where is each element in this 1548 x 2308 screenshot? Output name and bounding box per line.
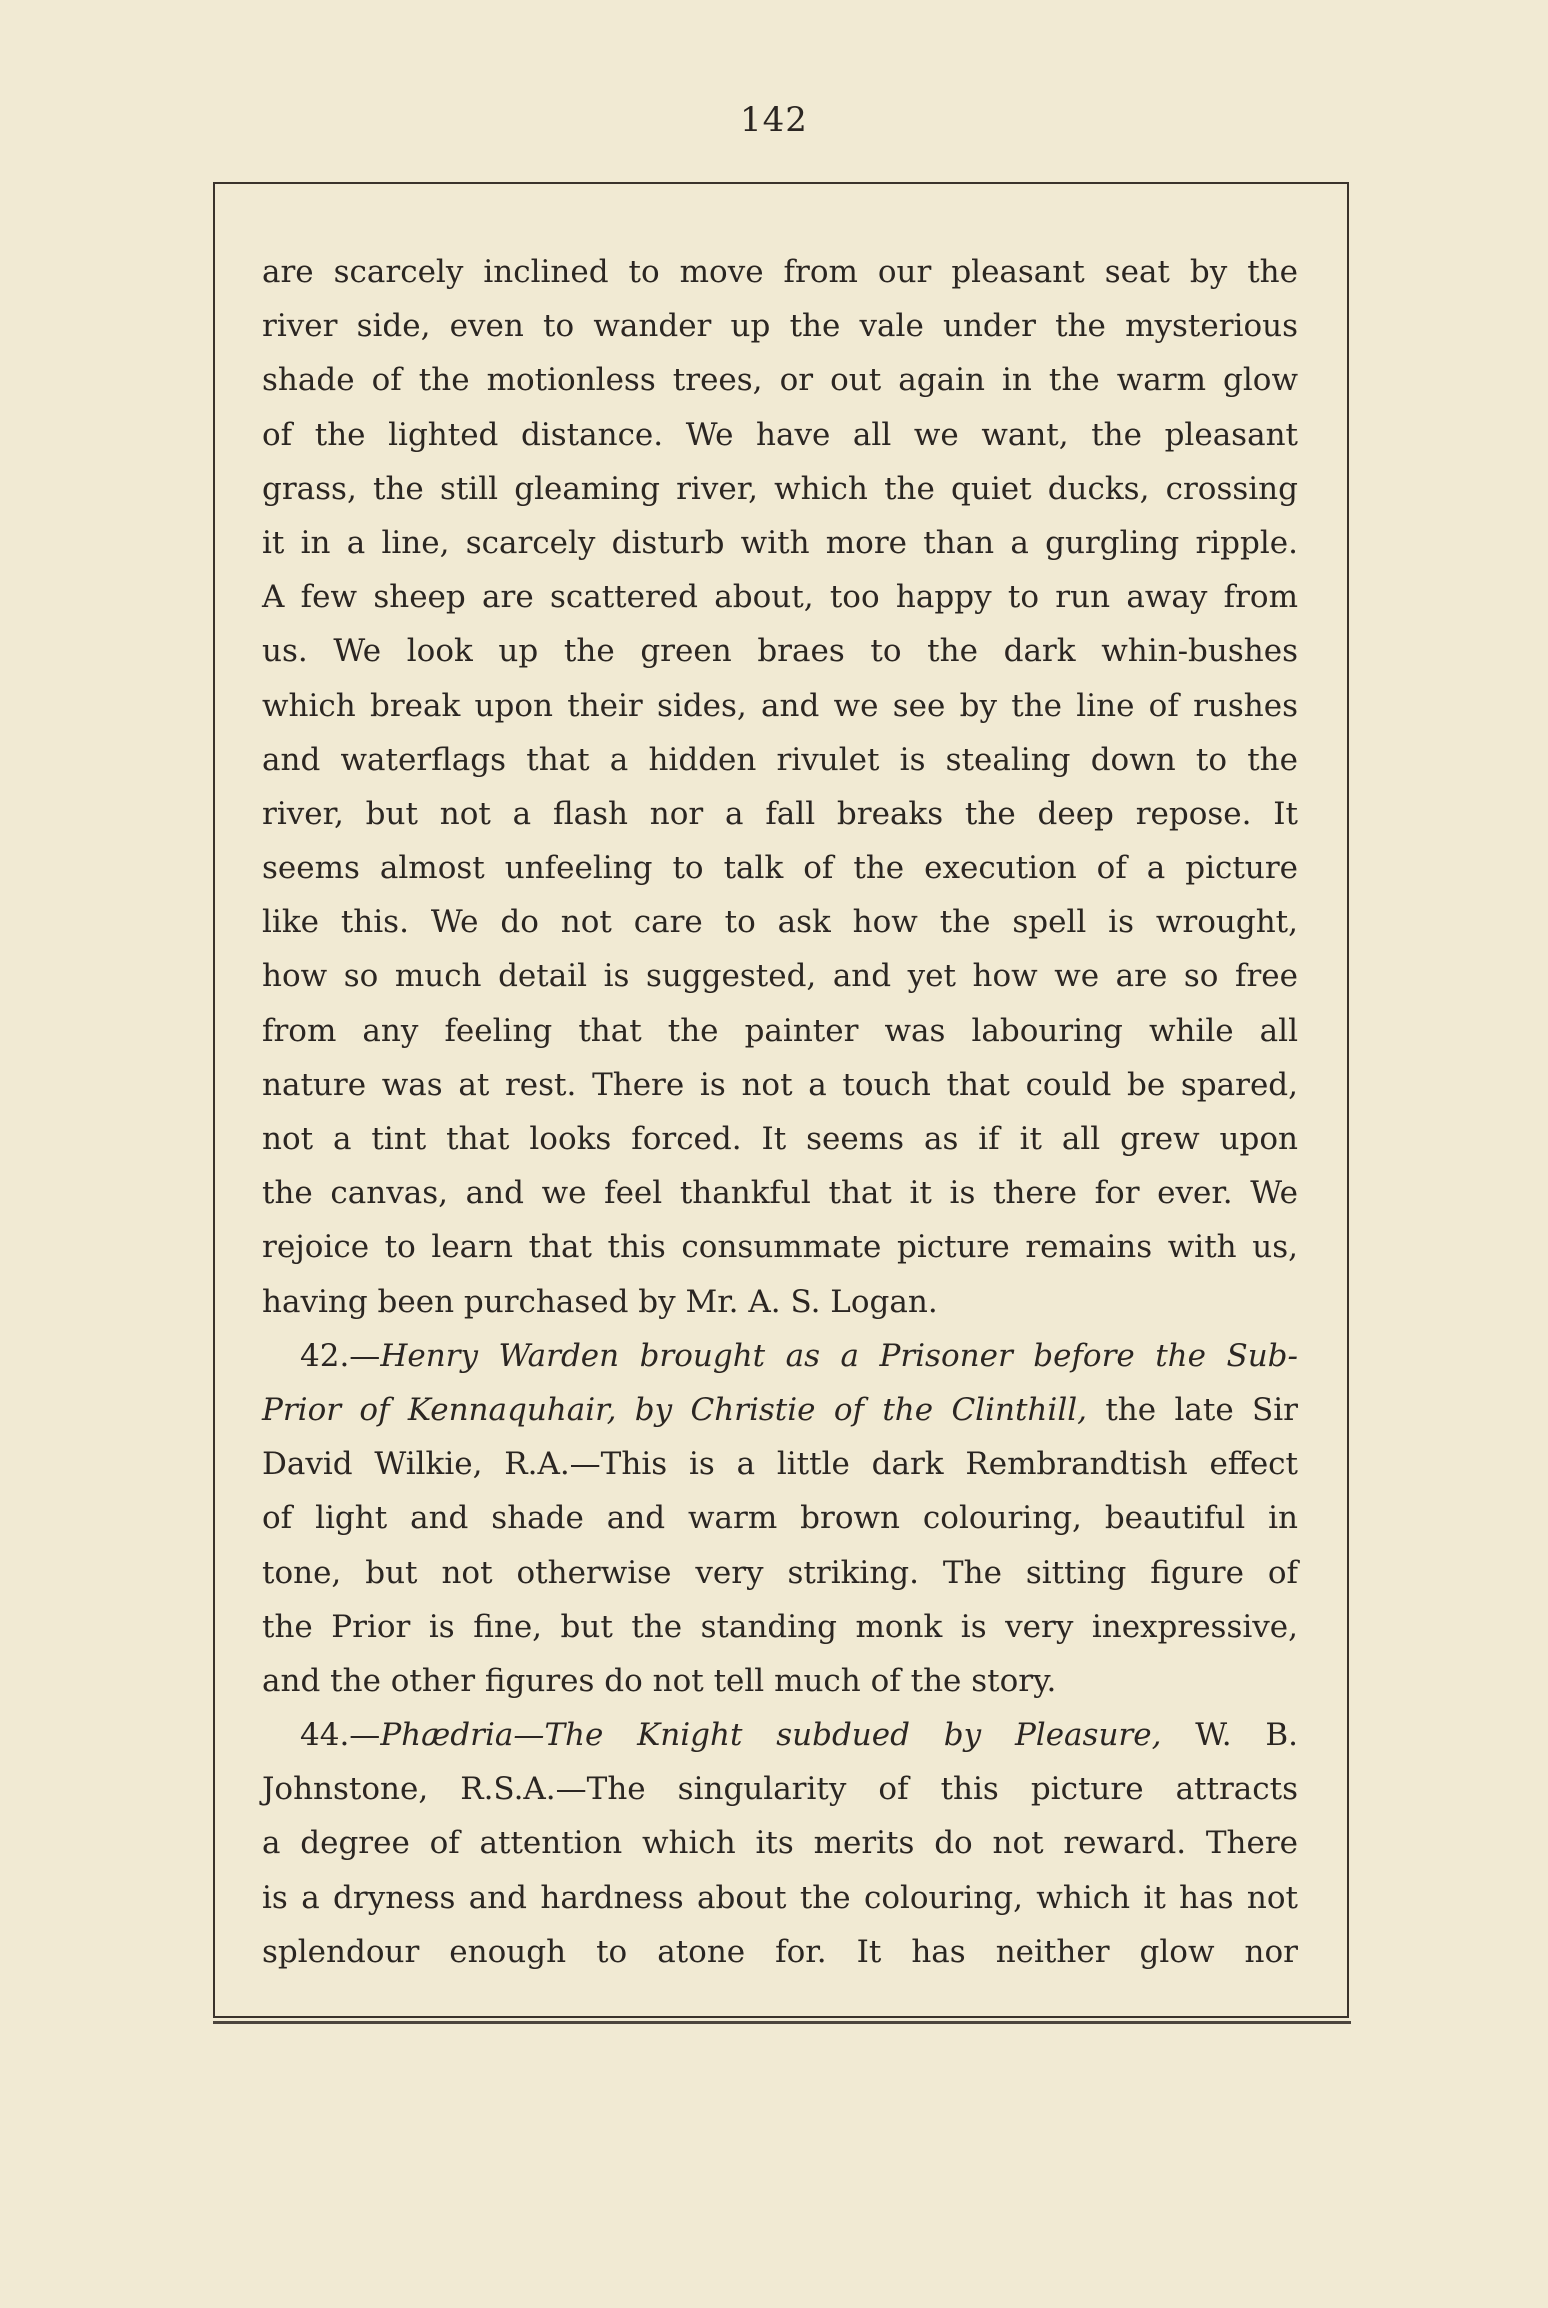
text-line: and waterflags that a hidden rivulet is stealing down to the (262, 741, 1298, 778)
text-line: splendour enough to atone for. It has neither glow nor (262, 1933, 1298, 1970)
text-line: it in a line, scarcely disturb with more than a gurgling ripple. (262, 524, 1298, 561)
text-line: rejoice to learn that this consummate picture remains with us, (262, 1229, 1298, 1266)
text-line: which break upon their sides, and we see by the line of rushes (262, 687, 1298, 724)
text-line: how so much detail is suggested, and yet how we are so free (262, 958, 1298, 995)
text-line: a degree of attention which its merits do not reward. There (262, 1825, 1298, 1862)
text-line (262, 1329, 1298, 1383)
text-line: of the lighted distance. We have all we want, the pleasant (262, 416, 1298, 453)
text-line: grass, the still gleaming river, which the quiet ducks, crossing (262, 470, 1298, 507)
text-line: shade of the motionless trees, or out again in the warm glow (262, 362, 1298, 399)
text-line: the canvas, and we feel thankful that it is there for ever. We (262, 1175, 1298, 1212)
text-line: not a tint that looks forced. It seems as if it all grew upon (262, 1121, 1298, 1157)
text-line: are scarcely inclined to move from our pleasant seat by the (262, 254, 1298, 290)
italic-title-segment: Henry Warden brought as a Prisoner before the Sub- (380, 1337, 1298, 1374)
text-segment: 44.— (300, 1717, 381, 1754)
text-line (262, 1383, 1298, 1437)
text-segment: the late Sir (1087, 1391, 1298, 1428)
text-segment: 42.— (300, 1337, 381, 1374)
frame-bottom-rule (213, 2021, 1351, 2024)
text-line: us. We look up the green braes to the dark whin-bushes (262, 633, 1298, 670)
text-line: river side, even to wander up the vale under the mysterious (262, 308, 1298, 345)
text-line: having been purchased by Mr. A. S. Logan. (262, 1283, 938, 1320)
text-line: the Prior is fine, but the standing monk is very inexpressive, (262, 1608, 1298, 1645)
body-text (262, 245, 1298, 1979)
text-line: river, but not a flash nor a fall breaks the deep repose. It (262, 795, 1298, 832)
text-line: like this. We do not care to ask how the spell is wrought, (262, 904, 1298, 941)
text-line: and the other figures do not tell much of the story. (262, 1662, 1057, 1699)
text-line: of light and shade and warm brown colouring, beautiful in (262, 1500, 1298, 1537)
text-line: Johnstone, R.S.A.—The singularity of this picture attracts (262, 1771, 1298, 1808)
text-line: seems almost unfeeling to talk of the execution of a picture (262, 850, 1298, 887)
text-segment: W. B. (1161, 1717, 1298, 1754)
italic-title-segment: Phædria—The Knight subdued by Pleasure, (380, 1717, 1162, 1754)
text-line: A few sheep are scattered about, too happy to run away from (262, 579, 1298, 616)
text-line: David Wilkie, R.A.—This is a little dark Rembrandtish effect (262, 1446, 1298, 1483)
text-line: is a dryness and hardness about the colouring, which it has not (262, 1879, 1298, 1916)
text-line: nature was at rest. There is not a touch that could be spared, (262, 1066, 1298, 1103)
italic-title-segment: Prior of Kennaquhair, by Christie of the Clinthill, (262, 1391, 1087, 1428)
page-number: 142 (740, 100, 808, 140)
text-line: from any feeling that the painter was labouring while all (262, 1012, 1298, 1049)
text-line: tone, but not otherwise very striking. The sitting figure of (262, 1554, 1298, 1591)
text-line (262, 1708, 1298, 1762)
